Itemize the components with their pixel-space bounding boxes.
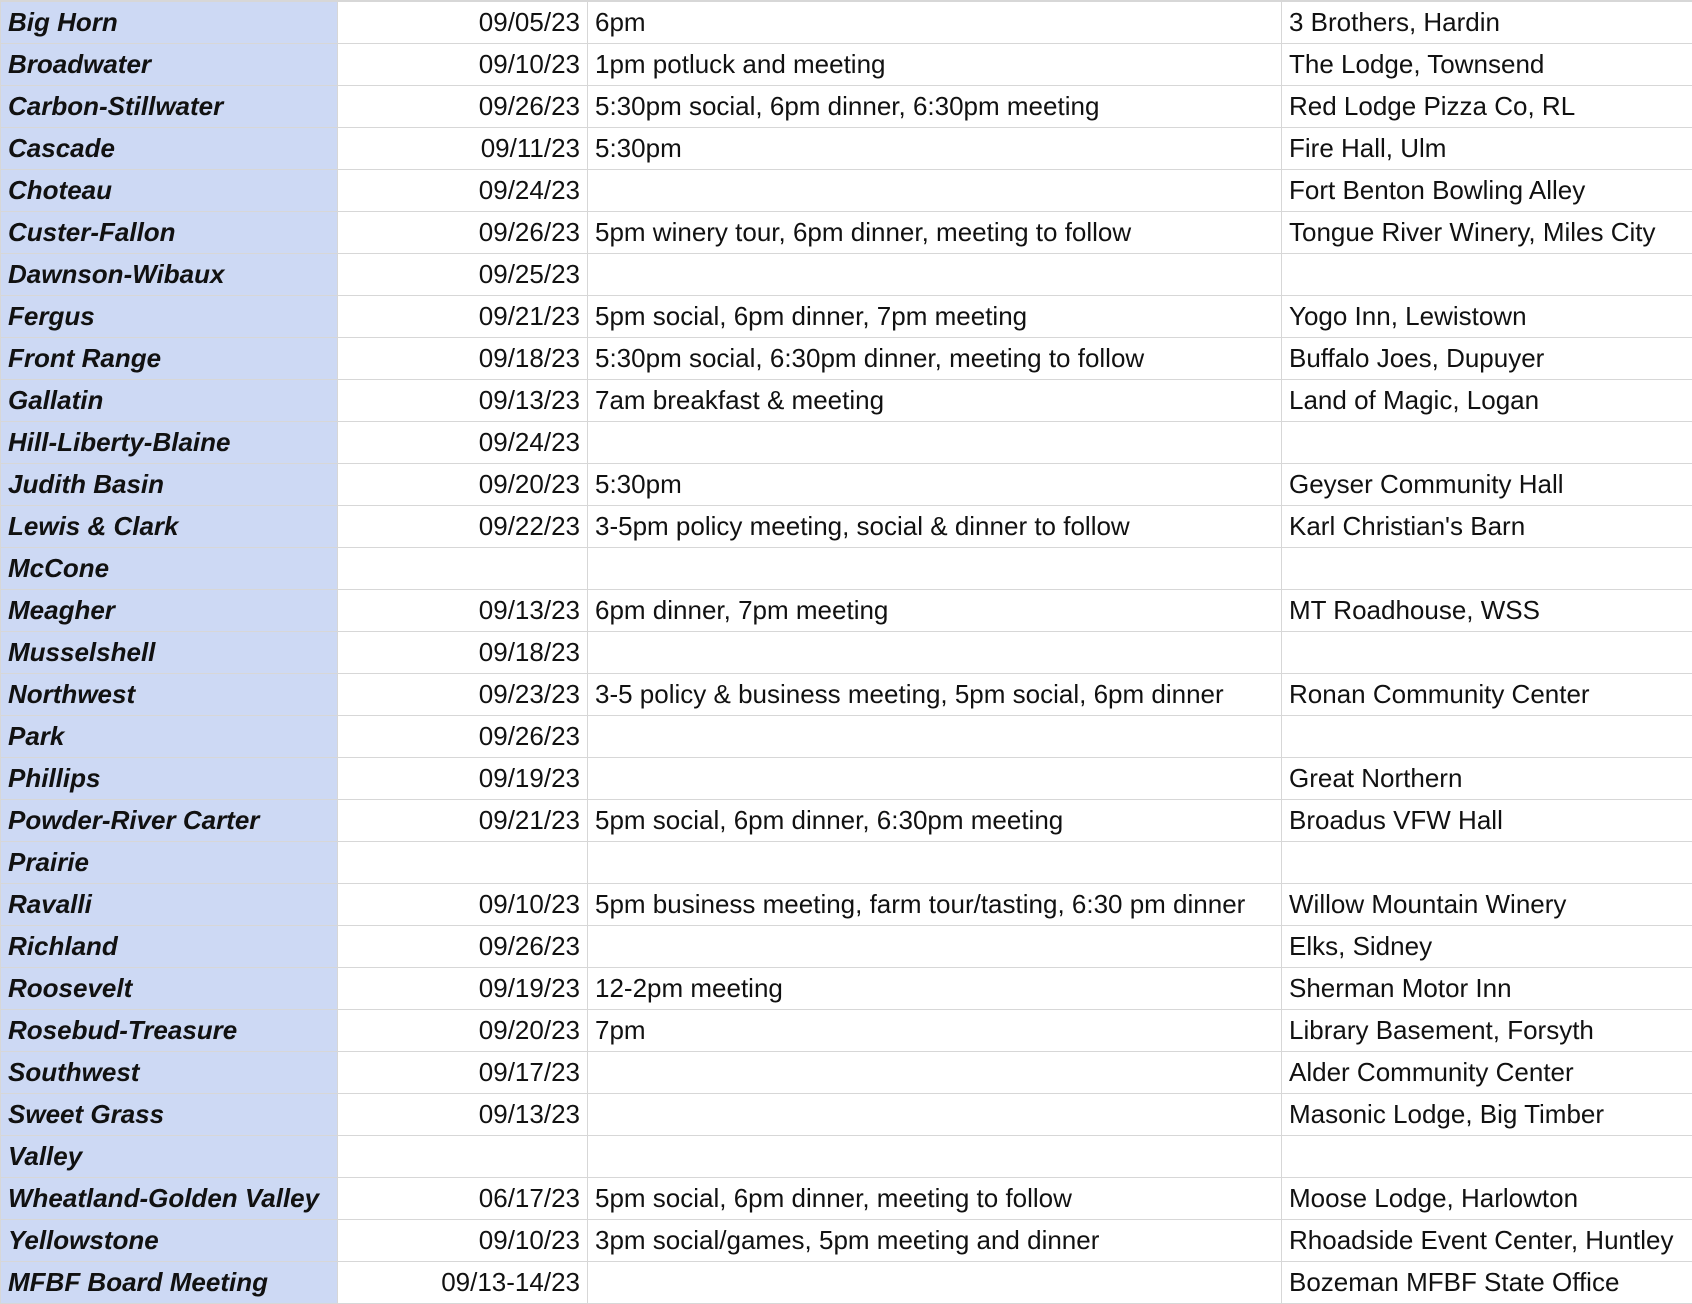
county-cell[interactable]: Northwest [1,674,338,716]
county-cell[interactable]: Custer-Fallon [1,212,338,254]
notes-cell[interactable]: 12-2pm meeting [588,968,1282,1010]
date-cell[interactable]: 09/20/23 [338,1010,588,1052]
location-cell[interactable]: Willow Mountain Winery [1282,884,1692,926]
date-cell[interactable]: 09/26/23 [338,926,588,968]
location-cell[interactable]: Broadus VFW Hall [1282,800,1692,842]
date-cell[interactable]: 09/10/23 [338,1220,588,1262]
notes-cell[interactable] [588,254,1282,296]
location-cell[interactable] [1282,716,1692,758]
county-cell[interactable]: Choteau [1,170,338,212]
notes-cell[interactable]: 3-5pm policy meeting, social & dinner to follow [588,506,1282,548]
table-row [1,632,1692,674]
table-row [1,422,1692,464]
date-cell[interactable]: 09/26/23 [338,716,588,758]
date-cell[interactable] [338,1136,588,1178]
date-cell[interactable]: 09/13/23 [338,590,588,632]
notes-cell[interactable]: 5pm social, 6pm dinner, 7pm meeting [588,296,1282,338]
county-cell[interactable]: Fergus [1,296,338,338]
date-cell[interactable]: 09/17/23 [338,1052,588,1094]
table-row [1,1220,1692,1262]
table-row [1,842,1692,884]
county-cell[interactable]: Phillips [1,758,338,800]
table-row [1,1136,1692,1178]
location-cell[interactable]: Sherman Motor Inn [1282,968,1692,1010]
date-cell[interactable]: 09/24/23 [338,422,588,464]
table-row [1,464,1692,506]
table-row [1,674,1692,716]
table-row [1,1,1692,44]
notes-cell[interactable]: 5pm winery tour, 6pm dinner, meeting to follow [588,212,1282,254]
county-cell[interactable]: Dawnson-Wibaux [1,254,338,296]
notes-cell[interactable]: 7pm [588,1010,1282,1052]
date-cell[interactable]: 09/23/23 [338,674,588,716]
notes-cell[interactable] [588,632,1282,674]
location-cell[interactable]: Land of Magic, Logan [1282,380,1692,422]
location-cell[interactable]: Fort Benton Bowling Alley [1282,170,1692,212]
date-cell[interactable]: 09/10/23 [338,44,588,86]
county-cell[interactable]: Powder-River Carter [1,800,338,842]
date-cell[interactable]: 09/22/23 [338,506,588,548]
date-cell[interactable]: 09/20/23 [338,464,588,506]
date-cell[interactable]: 09/24/23 [338,170,588,212]
date-cell[interactable]: 09/26/23 [338,86,588,128]
county-cell[interactable]: Southwest [1,1052,338,1094]
notes-cell[interactable]: 5pm business meeting, farm tour/tasting, 6:30 pm dinner [588,884,1282,926]
date-cell[interactable]: 09/18/23 [338,338,588,380]
county-cell[interactable]: Broadwater [1,44,338,86]
notes-cell[interactable]: 5pm social, 6pm dinner, meeting to follow [588,1178,1282,1220]
county-cell[interactable]: Park [1,716,338,758]
notes-cell[interactable]: 5pm social, 6pm dinner, 6:30pm meeting [588,800,1282,842]
location-cell[interactable] [1282,254,1692,296]
table-row [1,716,1692,758]
date-cell[interactable]: 09/19/23 [338,968,588,1010]
county-cell[interactable]: Judith Basin [1,464,338,506]
location-cell[interactable]: Karl Christian's Barn [1282,506,1692,548]
table-row [1,212,1692,254]
notes-cell[interactable] [588,716,1282,758]
table-row [1,926,1692,968]
date-cell[interactable]: 09/05/23 [338,1,588,44]
notes-cell[interactable]: 1pm potluck and meeting [588,44,1282,86]
date-cell[interactable]: 09/13-14/23 [338,1262,588,1304]
notes-cell[interactable]: 6pm dinner, 7pm meeting [588,590,1282,632]
notes-cell[interactable] [588,548,1282,590]
county-cell[interactable]: Yellowstone [1,1220,338,1262]
date-cell[interactable]: 09/25/23 [338,254,588,296]
table-row [1,758,1692,800]
county-cell[interactable]: Gallatin [1,380,338,422]
table-row [1,1178,1692,1220]
table-body [1,1,1692,1304]
notes-cell[interactable] [588,422,1282,464]
table-row [1,800,1692,842]
location-cell[interactable]: Library Basement, Forsyth [1282,1010,1692,1052]
county-cell[interactable]: MFBF Board Meeting [1,1262,338,1304]
notes-cell[interactable] [588,170,1282,212]
county-cell[interactable]: Rosebud-Treasure [1,1010,338,1052]
table-row [1,968,1692,1010]
notes-cell[interactable] [588,1136,1282,1178]
location-cell[interactable]: Yogo Inn, Lewistown [1282,296,1692,338]
date-cell[interactable]: 09/18/23 [338,632,588,674]
location-cell[interactable]: MT Roadhouse, WSS [1282,590,1692,632]
county-cell[interactable]: Roosevelt [1,968,338,1010]
date-cell[interactable] [338,842,588,884]
date-cell[interactable]: 09/10/23 [338,884,588,926]
table-row [1,1094,1692,1136]
location-cell[interactable]: The Lodge, Townsend [1282,44,1692,86]
county-cell[interactable]: Wheatland-Golden Valley [1,1178,338,1220]
date-cell[interactable]: 09/11/23 [338,128,588,170]
location-cell[interactable] [1282,422,1692,464]
county-cell[interactable]: Musselshell [1,632,338,674]
county-cell[interactable]: Carbon-Stillwater [1,86,338,128]
county-cell[interactable]: Front Range [1,338,338,380]
table-row [1,884,1692,926]
table-row [1,338,1692,380]
notes-cell[interactable]: 5:30pm [588,128,1282,170]
date-cell[interactable]: 09/13/23 [338,380,588,422]
date-cell[interactable]: 09/21/23 [338,800,588,842]
notes-cell[interactable]: 3pm social/games, 5pm meeting and dinner [588,1220,1282,1262]
table-row [1,86,1692,128]
table-row [1,548,1692,590]
county-cell[interactable]: Hill-Liberty-Blaine [1,422,338,464]
table-row [1,590,1692,632]
notes-cell[interactable] [588,1094,1282,1136]
date-cell[interactable]: 09/19/23 [338,758,588,800]
county-cell[interactable]: Meagher [1,590,338,632]
location-cell[interactable]: Bozeman MFBF State Office [1282,1262,1692,1304]
date-cell[interactable]: 09/13/23 [338,1094,588,1136]
table-row [1,296,1692,338]
notes-cell[interactable]: 7am breakfast & meeting [588,380,1282,422]
date-cell[interactable]: 09/26/23 [338,212,588,254]
location-cell[interactable]: Great Northern [1282,758,1692,800]
table-row [1,380,1692,422]
county-cell[interactable]: Lewis & Clark [1,506,338,548]
county-cell[interactable]: Richland [1,926,338,968]
notes-cell[interactable] [588,758,1282,800]
location-cell[interactable]: Buffalo Joes, Dupuyer [1282,338,1692,380]
location-cell[interactable]: Elks, Sidney [1282,926,1692,968]
date-cell[interactable]: 09/21/23 [338,296,588,338]
location-cell[interactable] [1282,632,1692,674]
table-row [1,254,1692,296]
notes-cell[interactable] [588,842,1282,884]
date-cell[interactable]: 06/17/23 [338,1178,588,1220]
notes-cell[interactable]: 3-5 policy & business meeting, 5pm social, 6pm dinner [588,674,1282,716]
notes-cell[interactable] [588,926,1282,968]
county-cell[interactable]: McCone [1,548,338,590]
notes-cell[interactable]: 5:30pm social, 6pm dinner, 6:30pm meeting [588,86,1282,128]
location-cell[interactable] [1282,1136,1692,1178]
location-cell[interactable]: Alder Community Center [1282,1052,1692,1094]
location-cell[interactable]: Ronan Community Center [1282,674,1692,716]
county-cell[interactable]: Ravalli [1,884,338,926]
notes-cell[interactable] [588,1052,1282,1094]
table-row [1,1262,1692,1304]
location-cell[interactable]: Fire Hall, Ulm [1282,128,1692,170]
location-cell[interactable]: Rhoadside Event Center, Huntley [1282,1220,1692,1262]
county-cell[interactable]: Big Horn [1,1,338,44]
location-cell[interactable]: Geyser Community Hall [1282,464,1692,506]
location-cell[interactable] [1282,842,1692,884]
county-cell[interactable]: Prairie [1,842,338,884]
county-cell[interactable]: Valley [1,1136,338,1178]
notes-cell[interactable]: 6pm [588,1,1282,44]
notes-cell[interactable]: 5:30pm [588,464,1282,506]
location-cell[interactable] [1282,548,1692,590]
county-cell[interactable]: Cascade [1,128,338,170]
location-cell[interactable]: Tongue River Winery, Miles City [1282,212,1692,254]
location-cell[interactable]: Moose Lodge, Harlowton [1282,1178,1692,1220]
location-cell[interactable]: Masonic Lodge, Big Timber [1282,1094,1692,1136]
county-cell[interactable]: Sweet Grass [1,1094,338,1136]
notes-cell[interactable]: 5:30pm social, 6:30pm dinner, meeting to follow [588,338,1282,380]
table-row [1,128,1692,170]
table-row [1,506,1692,548]
location-cell[interactable]: Red Lodge Pizza Co, RL [1282,86,1692,128]
notes-cell[interactable] [588,1262,1282,1304]
table-row [1,170,1692,212]
table-row [1,1052,1692,1094]
table-row [1,44,1692,86]
table-row [1,1010,1692,1052]
location-cell[interactable]: 3 Brothers, Hardin [1282,1,1692,44]
date-cell[interactable] [338,548,588,590]
